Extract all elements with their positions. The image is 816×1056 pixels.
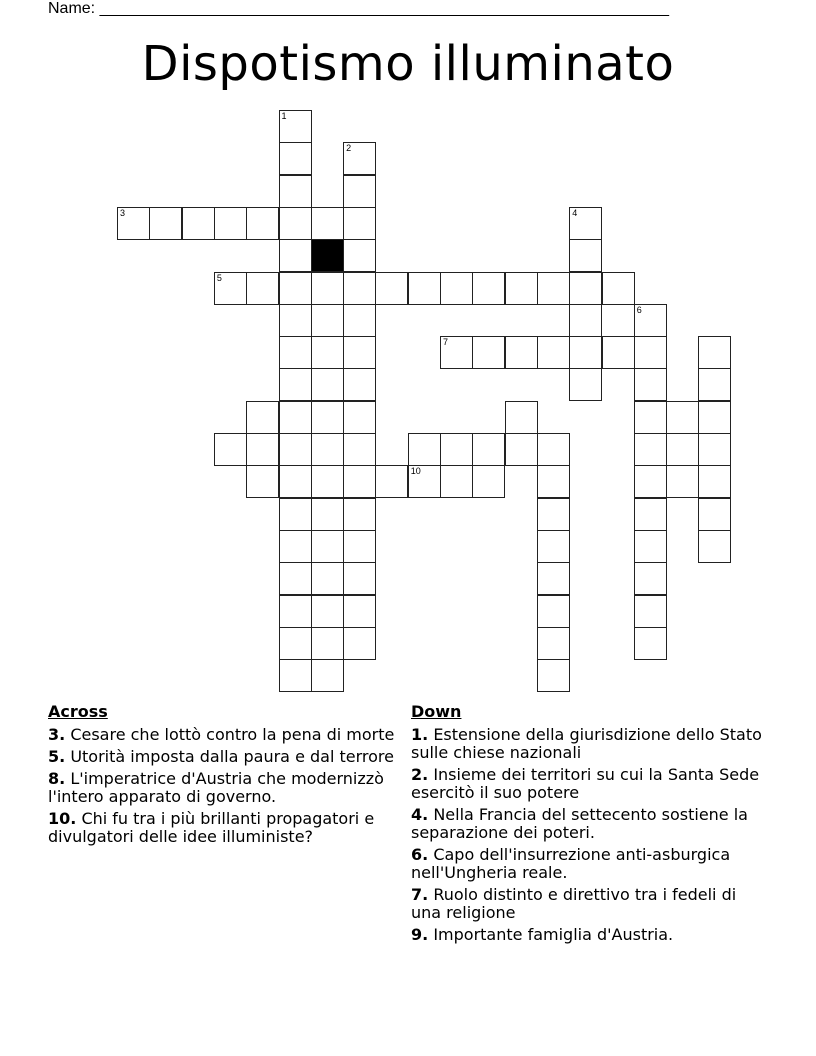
- crossword-cell[interactable]: [311, 336, 344, 369]
- crossword-cell[interactable]: [666, 465, 699, 498]
- crossword-cell[interactable]: [311, 401, 344, 434]
- crossword-cell[interactable]: [472, 272, 505, 305]
- down-clue: [411, 726, 771, 762]
- clue-text: Capo dell'insurrezione anti-asburgica nell'Ungheria reale.: [411, 845, 731, 882]
- crossword-cell[interactable]: [634, 304, 667, 337]
- clue-text: Estensione della giurisdizione dello Stato sulle chiese nazionali: [411, 725, 762, 762]
- clue-text: Importante famiglia d'Austria.: [433, 925, 674, 944]
- crossword-cell[interactable]: [634, 433, 667, 466]
- crossword-cell[interactable]: [343, 207, 376, 240]
- clue-number: 4.: [411, 805, 429, 824]
- crossword-cell[interactable]: [472, 433, 505, 466]
- crossword-cell[interactable]: [634, 465, 667, 498]
- crossword-cell[interactable]: [279, 142, 312, 175]
- down-clue: [411, 846, 771, 882]
- crossword-cell[interactable]: [537, 530, 570, 563]
- crossword-cell[interactable]: [311, 207, 344, 240]
- crossword-cell[interactable]: [279, 498, 312, 531]
- crossword-cell[interactable]: [343, 401, 376, 434]
- clue-number: 10.: [48, 809, 77, 828]
- crossword-cell[interactable]: [214, 433, 247, 466]
- crossword-cell[interactable]: [343, 175, 376, 208]
- crossword-cell[interactable]: [634, 595, 667, 628]
- down-clue: [411, 766, 771, 802]
- crossword-cell[interactable]: [408, 465, 441, 498]
- crossword-cell[interactable]: [279, 304, 312, 337]
- clue-number: 3.: [48, 725, 66, 744]
- clue-number-label: 3: [120, 207, 126, 218]
- crossword-cell[interactable]: [343, 239, 376, 272]
- clue-text: Utorità imposta dalla paura e dal terrore: [70, 747, 394, 766]
- crossword-cell[interactable]: [311, 304, 344, 337]
- crossword-cell[interactable]: [343, 368, 376, 401]
- crossword-cell[interactable]: [149, 207, 182, 240]
- crossword-cell[interactable]: [246, 272, 279, 305]
- crossword-cell[interactable]: [279, 110, 312, 143]
- crossword-cell[interactable]: [505, 433, 538, 466]
- clue-text: Chi fu tra i più brillanti propagatori e divulgatori delle idee illuministe?: [48, 809, 375, 846]
- crossword-cell[interactable]: [279, 562, 312, 595]
- clue-number-label: 1: [281, 111, 287, 121]
- crossword-cell[interactable]: [537, 595, 570, 628]
- crossword-cell[interactable]: [343, 595, 376, 628]
- crossword-cell[interactable]: [311, 627, 344, 660]
- crossword-cell[interactable]: [569, 239, 602, 272]
- crossword-cell[interactable]: [246, 433, 279, 466]
- crossword-cell[interactable]: [279, 401, 312, 434]
- crossword-cell[interactable]: [569, 368, 602, 401]
- crossword-cell[interactable]: [343, 562, 376, 595]
- crossword-cell[interactable]: [505, 336, 538, 369]
- crossword-cell[interactable]: [569, 207, 602, 240]
- crossword-cell[interactable]: [343, 272, 376, 305]
- crossword-cell[interactable]: [634, 562, 667, 595]
- clue-number: 9.: [411, 925, 429, 944]
- crossword-cell[interactable]: [279, 465, 312, 498]
- crossword-cell[interactable]: [537, 336, 570, 369]
- crossword-cell[interactable]: [246, 465, 279, 498]
- clue-number: 8.: [48, 769, 66, 788]
- crossword-cell[interactable]: [569, 304, 602, 337]
- across-clues: [48, 703, 408, 850]
- down-clues: [411, 703, 771, 948]
- crossword-cell[interactable]: [279, 272, 312, 305]
- crossword-cell[interactable]: [537, 433, 570, 466]
- crossword-cell[interactable]: [505, 401, 538, 434]
- crossword-cell[interactable]: [343, 627, 376, 660]
- crossword-cell[interactable]: [375, 465, 408, 498]
- crossword-cell[interactable]: [117, 207, 150, 240]
- crossword-cell[interactable]: [537, 465, 570, 498]
- crossword-cell[interactable]: [311, 368, 344, 401]
- crossword-cell[interactable]: [214, 272, 247, 305]
- crossword-cell[interactable]: [537, 627, 570, 660]
- down-clue: [411, 926, 771, 944]
- crossword-cell[interactable]: [279, 368, 312, 401]
- crossword-cell[interactable]: [698, 465, 731, 498]
- crossword-cell[interactable]: [279, 595, 312, 628]
- down-clue: [411, 806, 771, 842]
- down-heading: Down: [411, 702, 462, 721]
- clue-text: Nella Francia del settecento sostiene la separazione dei poteri.: [411, 805, 748, 842]
- crossword-cell[interactable]: [375, 272, 408, 305]
- crossword-cell[interactable]: [279, 433, 312, 466]
- crossword-cell[interactable]: [343, 498, 376, 531]
- crossword-cell[interactable]: [569, 336, 602, 369]
- across-clue: [48, 810, 408, 846]
- crossword-cell[interactable]: [634, 336, 667, 369]
- crossword-cell[interactable]: [634, 401, 667, 434]
- crossword-cell[interactable]: [634, 498, 667, 531]
- crossword-cell[interactable]: [279, 207, 312, 240]
- across-clue: [48, 726, 408, 744]
- crossword-cell[interactable]: [408, 272, 441, 305]
- clue-text: Ruolo distinto e direttivo tra i fedeli di una religione: [411, 885, 737, 922]
- across-clue: [48, 770, 408, 806]
- crossword-cell[interactable]: [279, 659, 312, 692]
- crossword-cell[interactable]: [569, 272, 602, 305]
- crossword-cell[interactable]: [440, 465, 473, 498]
- crossword-cell[interactable]: [279, 336, 312, 369]
- crossword-cell[interactable]: [634, 627, 667, 660]
- clue-number-label: 4: [572, 207, 578, 218]
- crossword-cell[interactable]: [311, 562, 344, 595]
- crossword-cell[interactable]: [537, 659, 570, 692]
- crossword-cell[interactable]: [440, 272, 473, 305]
- crossword-cell[interactable]: [246, 207, 279, 240]
- crossword-cell[interactable]: [343, 465, 376, 498]
- crossword-cell[interactable]: [214, 207, 247, 240]
- crossword-cell[interactable]: [698, 498, 731, 531]
- crossword-cell[interactable]: [698, 530, 731, 563]
- crossword-cell[interactable]: [634, 530, 667, 563]
- clue-number: 7.: [411, 885, 429, 904]
- crossword-cell[interactable]: [182, 207, 215, 240]
- crossword-cell[interactable]: [602, 336, 635, 369]
- crossword-cell[interactable]: [537, 562, 570, 595]
- clue-number-label: 6: [636, 304, 642, 315]
- name-field-label: Name: ________________________________________________________________: [48, 0, 670, 17]
- blocked-cell: [311, 239, 344, 272]
- crossword-cell[interactable]: [440, 433, 473, 466]
- crossword-cell[interactable]: [343, 530, 376, 563]
- crossword-cell[interactable]: [537, 272, 570, 305]
- crossword-cell[interactable]: [279, 175, 312, 208]
- crossword-cell[interactable]: [279, 239, 312, 272]
- crossword-cell[interactable]: [634, 368, 667, 401]
- crossword-cell[interactable]: [698, 336, 731, 369]
- crossword-cell[interactable]: [698, 368, 731, 401]
- clue-text: Cesare che lottò contro la pena di morte: [70, 725, 395, 744]
- crossword-cell[interactable]: [246, 401, 279, 434]
- crossword-cell[interactable]: [311, 498, 344, 531]
- crossword-cell[interactable]: [343, 304, 376, 337]
- crossword-cell[interactable]: [343, 142, 376, 175]
- crossword-cell[interactable]: [279, 627, 312, 660]
- crossword-cell[interactable]: [666, 433, 699, 466]
- clue-number-label: 10: [410, 466, 421, 477]
- crossword-cell[interactable]: [666, 401, 699, 434]
- crossword-cell[interactable]: [698, 401, 731, 434]
- clue-number-label: 5: [216, 272, 222, 283]
- clue-text: Insieme dei territori su cui la Santa Sede esercitò il suo potere: [411, 765, 760, 802]
- clue-text: L'imperatrice d'Austria che modernizzò l'intero apparato di governo.: [48, 769, 384, 806]
- crossword-cell[interactable]: [311, 465, 344, 498]
- down-clue: [411, 886, 771, 922]
- crossword-cell[interactable]: [505, 272, 538, 305]
- crossword-cell[interactable]: [311, 433, 344, 466]
- page-title: Dispotismo illuminato: [141, 36, 675, 92]
- clue-number: 1.: [411, 725, 429, 744]
- crossword-cell[interactable]: [279, 530, 312, 563]
- crossword-cell[interactable]: [343, 336, 376, 369]
- crossword-cell[interactable]: [472, 465, 505, 498]
- crossword-cell[interactable]: [698, 433, 731, 466]
- across-heading: Across: [48, 702, 108, 721]
- crossword-cell[interactable]: [537, 498, 570, 531]
- clue-number-label: 2: [346, 143, 352, 154]
- clue-number: 6.: [411, 845, 429, 864]
- across-clue: [48, 748, 408, 766]
- crossword-cell[interactable]: [311, 659, 344, 692]
- crossword-cell[interactable]: [311, 595, 344, 628]
- clue-number: 5.: [48, 747, 66, 766]
- crossword-cell[interactable]: [343, 433, 376, 466]
- crossword-cell[interactable]: [472, 336, 505, 369]
- clue-number-label: 7: [443, 337, 449, 348]
- crossword-cell[interactable]: [311, 272, 344, 305]
- crossword-cell[interactable]: [408, 433, 441, 466]
- crossword-cell[interactable]: [311, 530, 344, 563]
- clue-number: 2.: [411, 765, 429, 784]
- crossword-cell[interactable]: [602, 272, 635, 305]
- crossword-cell[interactable]: [440, 336, 473, 369]
